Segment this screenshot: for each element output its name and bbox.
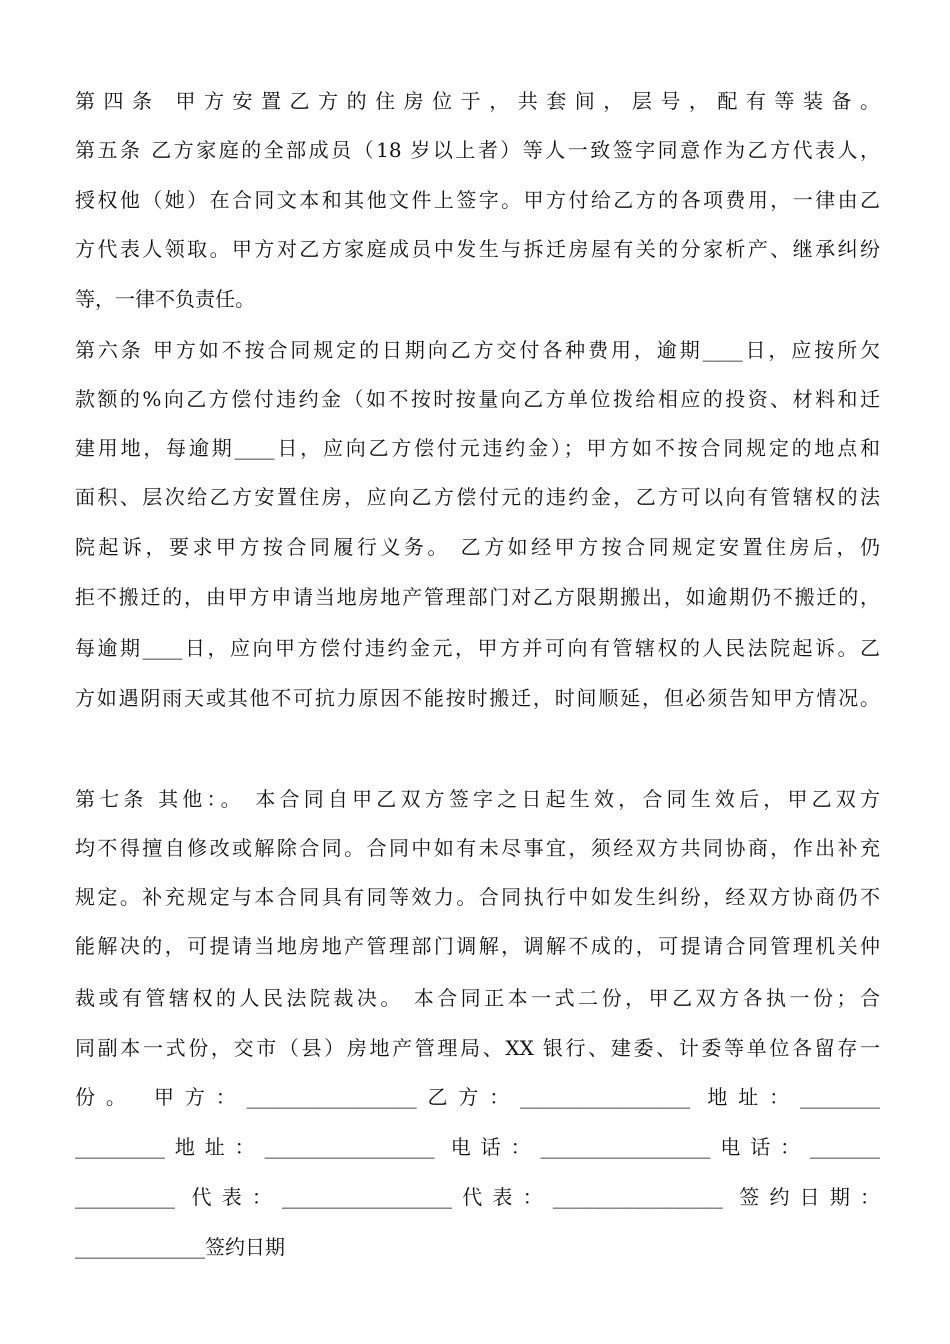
text-line: 第七条 其他：。 本合同自甲乙双方签字之日起生效，合同生效后，甲乙双方 bbox=[75, 787, 880, 811]
text-line: 方如遇阴雨天或其他不可抗力原因不能按时搬迁，时间顺延，但必须告知甲方情况。 bbox=[75, 686, 880, 710]
text-line: 规定。补充规定与本合同具有同等效力。合同执行中如发生纠纷，经双方协商仍不 bbox=[75, 885, 880, 909]
text-line: 等，一律不负责任。 bbox=[75, 287, 255, 311]
text-line: 同副本一式份，交市（县）房地产管理局、XX 银行、建委、计委等单位各留存一 bbox=[75, 1036, 880, 1060]
text-line: 第四条 甲方安置乙方的住房位于，共套间，层号，配有等装备。 bbox=[75, 89, 880, 113]
text-line: 裁或有管辖权的人民法院裁决。 本合同正本一式二份，甲乙双方各执一份；合 bbox=[75, 986, 880, 1010]
text-line: 方代表人领取。甲方对乙方家庭成员中发生与拆迁房屋有关的分家析产、继承纠纷 bbox=[75, 237, 880, 261]
text-line: 拒不搬迁的，由甲方申请当地房地产管理部门对乙方限期搬出，如逾期仍不搬迁的， bbox=[75, 585, 880, 609]
text-line: 均不得擅自修改或解除合同。合同中如有未尽事宜，须经双方共同协商，作出补充 bbox=[75, 836, 880, 860]
text-line: 建用地，每逾期____日，应向乙方偿付元违约金）；甲方如不按合同规定的地点和 bbox=[75, 436, 880, 460]
text-line: 院起诉，要求甲方按合同履行义务。 乙方如经甲方按合同规定安置住房后，仍 bbox=[75, 535, 880, 559]
text-line: 第六条 甲方如不按合同规定的日期向乙方交付各种费用，逾期____日，应按所欠 bbox=[75, 338, 880, 362]
text-line: 能解决的，可提请当地房地产管理部门调解，调解不成的，可提请合同管理机关仲 bbox=[75, 934, 880, 958]
text-line: 每逾期____日，应向甲方偿付违约金元，甲方并可向有管辖权的人民法院起诉。乙 bbox=[75, 636, 880, 660]
signature-line: _____________签约日期 bbox=[75, 1235, 285, 1259]
text-line: 面积、层次给乙方安置住房，应向乙方偿付元的违约金，乙方可以向有管辖权的法 bbox=[75, 485, 880, 509]
signature-line: __________ 代表：_________________代表：_________________ 签约日期： bbox=[75, 1185, 880, 1209]
signature-line: 份。 甲方：_________________乙方：_________________ 地址：________ bbox=[75, 1085, 880, 1109]
text-line: 第五条 乙方家庭的全部成员（18 岁以上者）等人一致签字同意作为乙方代表人， bbox=[75, 138, 880, 162]
signature-line: _________地址：_________________ 电话：_________________电话：_______ bbox=[75, 1135, 880, 1159]
text-line: 款额的%向乙方偿付违约金（如不按时按量向乙方单位拨给相应的投资、材料和迁 bbox=[75, 387, 880, 411]
text-line: 授权他（她）在合同文本和其他文件上签字。甲方付给乙方的各项费用，一律由乙 bbox=[75, 188, 880, 212]
